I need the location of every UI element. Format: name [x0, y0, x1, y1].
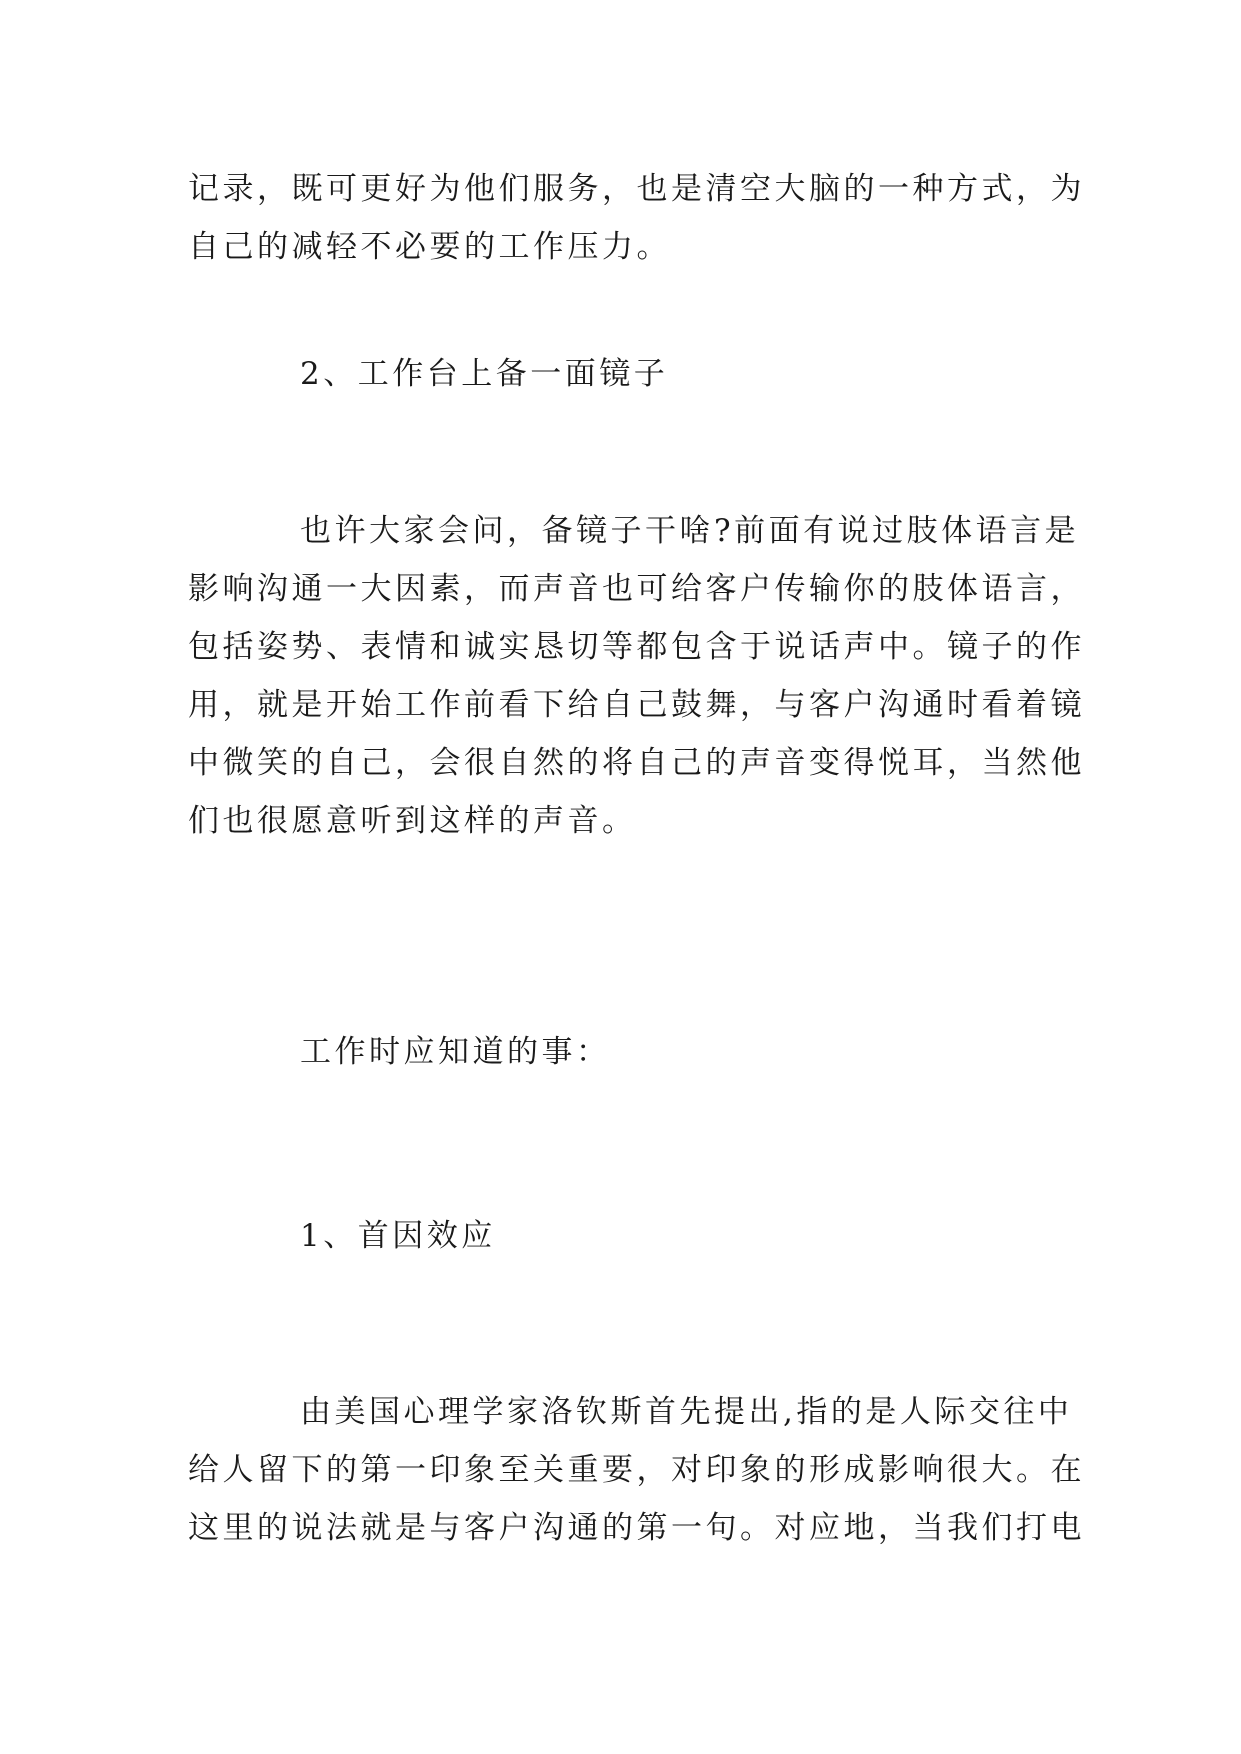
text-line: 也许大家会问，备镜子干啥?前面有说过肢体语言是	[300, 513, 1080, 549]
heading-mirror	[188, 345, 1058, 403]
heading-text: 1、首因效应	[300, 1218, 496, 1254]
heading-text: 工作时应知道的事：	[300, 1034, 611, 1070]
text-line: 记录，既可更好为他们服务，也是清空大脑的一种方式，为	[188, 171, 1085, 207]
text-line: 这里的说法就是与客户沟通的第一句。对应地，当我们打电	[188, 1510, 1085, 1546]
text-line: 用，就是开始工作前看下给自己鼓舞，与客户沟通时看着镜	[188, 687, 1085, 723]
heading-primacy-effect	[188, 1207, 1058, 1265]
text-line: 由美国心理学家洛钦斯首先提出,指的是人际交往中	[300, 1394, 1073, 1430]
text-line: 自己的减轻不必要的工作压力。	[188, 229, 671, 265]
paragraph-primacy-effect	[188, 1383, 1085, 1557]
heading-text: 2、工作台上备一面镜子	[300, 356, 669, 392]
text-line: 们也很愿意听到这样的声音。	[188, 803, 637, 839]
section-heading	[188, 1023, 1058, 1081]
text-line: 影响沟通一大因素，而声音也可给客户传输你的肢体语言，	[188, 571, 1085, 607]
text-line: 包括姿势、表情和诚实恳切等都包含于说话声中。镜子的作	[188, 629, 1085, 665]
paragraph-mirror	[188, 502, 1085, 850]
paragraph-record	[188, 160, 1085, 276]
text-line: 中微笑的自己，会很自然的将自己的声音变得悦耳，当然他	[188, 745, 1085, 781]
text-line: 给人留下的第一印象至关重要，对印象的形成影响很大。在	[188, 1452, 1085, 1488]
